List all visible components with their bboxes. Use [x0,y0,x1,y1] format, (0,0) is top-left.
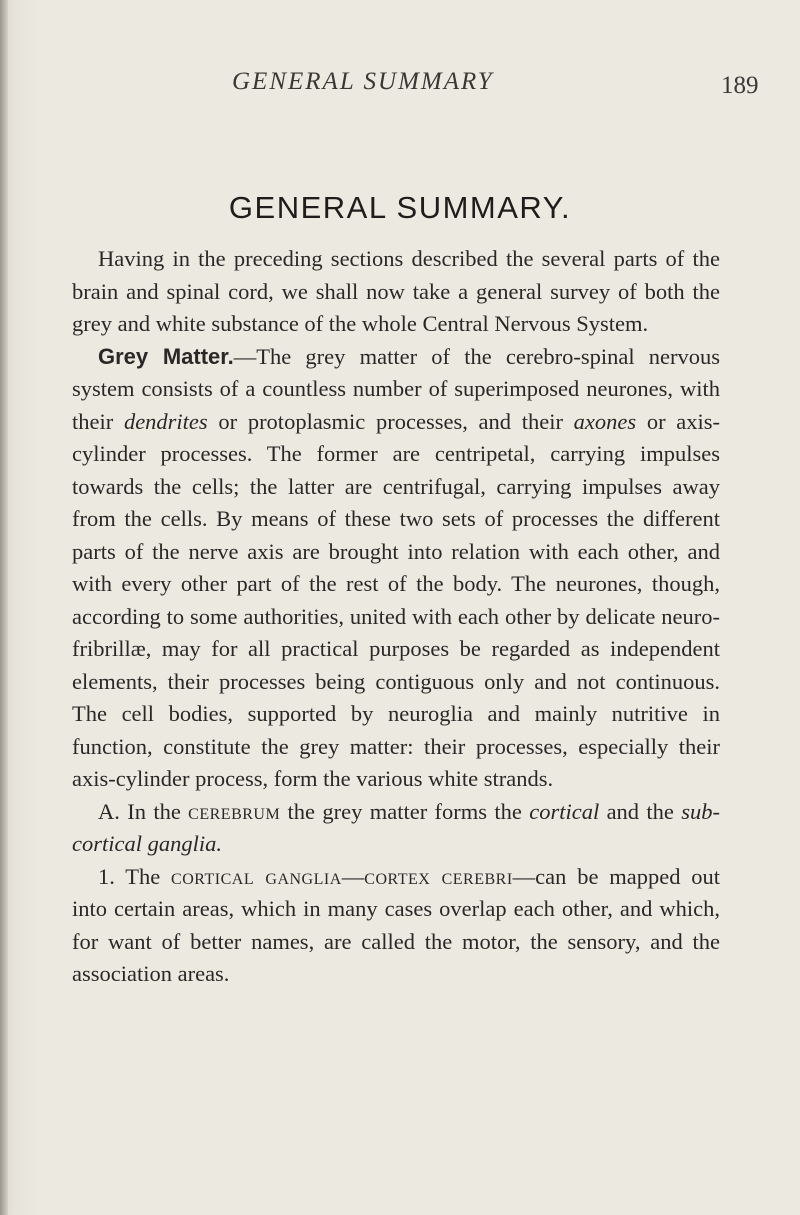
text-run: 1. The [98,863,172,889]
text-run: — [341,863,365,889]
text-run: A. In the [98,798,189,824]
text-run: and the [599,798,682,824]
paragraph-grey-matter [72,341,720,796]
binding-edge [0,0,8,1215]
run-in-heading-grey-matter: Grey Matter. [98,343,234,369]
running-head: GENERAL SUMMARY [232,68,494,95]
text-run: or axis-cylinder processes. The former are centripetal, carrying impulses towards the cells; the latter are centrifugal, carrying impulses away from the cells. By means of these two sets of processes the different parts of the nerve axis are brought into relation with each other, and with every other part of the rest of the body. The neurones, though, according to some authorities, united with each other by delicate neuro-fribrillæ, may for all practical purposes be regarded as independent elements, their processes being contiguous only and not continuous. The cell bodies, supported by neuroglia and mainly nutritive in function, constitute the grey matter: their processes, especially their axis-cylinder process, form the various white strands. [72,408,720,791]
italic-term-axones: axones [573,408,637,434]
paragraph-cerebrum [72,796,720,861]
small-caps-cortex-cerebri: cortex cerebri [364,863,513,889]
italic-term-dendrites: dendrites [123,408,208,434]
text-run: or protoplasmic processes, and their [207,408,574,434]
small-caps-cortical-ganglia: cortical ganglia [171,863,342,889]
text-run: the grey matter forms the [280,798,530,824]
paragraph-cortical-ganglia [72,861,720,991]
small-caps-cerebrum: cerebrum [188,798,281,824]
section-title: GENERAL SUMMARY. [228,190,572,225]
text-run: —can be mapped out into certain areas, which in many cases overlap each other, and which, for want of better names, are called the motor, the sensory, and the association areas. [72,863,720,986]
text-run: —The grey matter of the cerebro-spinal nervous system consists of a countless number of superimposed neurones, with their [72,343,721,434]
page-number: 189 [721,72,759,99]
italic-term-sub-cortical-ganglia: sub-cortical ganglia. [72,798,721,856]
italic-term-cortical: cortical [529,798,600,824]
body-text [72,243,720,991]
paragraph-intro: Having in the preceding sections described the several parts of the brain and spinal cord, we shall now take a general survey of both the grey and white substance of the whole Central Nervous System. [72,246,720,336]
